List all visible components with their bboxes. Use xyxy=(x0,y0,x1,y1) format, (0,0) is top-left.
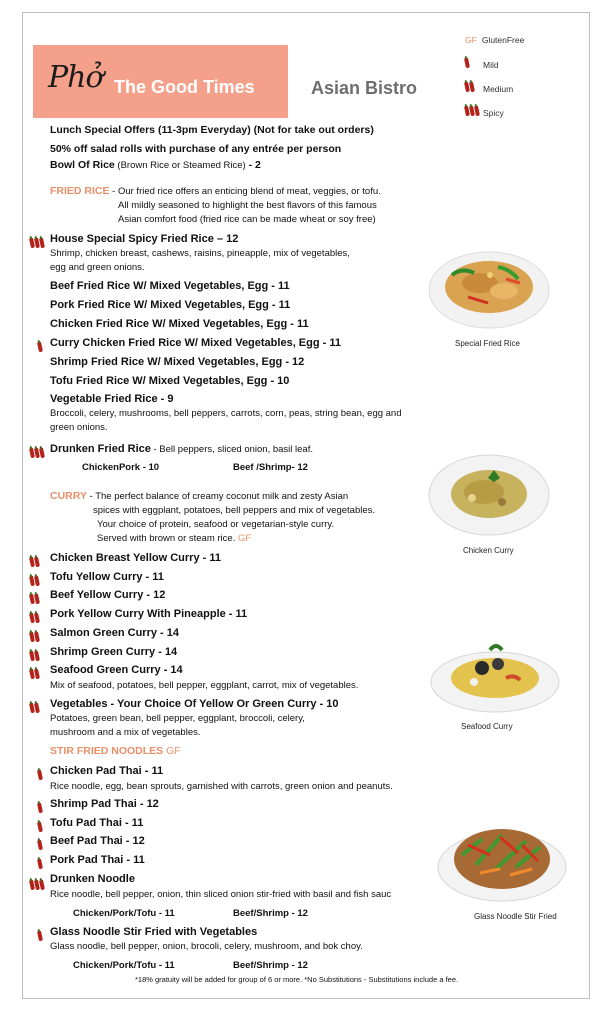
chili-icon xyxy=(34,557,40,568)
section-title-noodles: STIR FRIED NOODLES xyxy=(50,745,164,757)
chili-icon xyxy=(469,82,475,93)
chili-icon xyxy=(34,576,40,587)
menu-item-pork-pad-thai: Pork Pad Thai - 11 xyxy=(50,854,145,866)
price-beef-shrimp: Beef /Shrimp- 12 xyxy=(233,462,308,473)
chili-icon xyxy=(37,931,43,942)
legend-spicy: Spicy xyxy=(465,106,504,118)
brand-tagline: The Good Times xyxy=(114,77,255,97)
curry-intro-2: spices with eggplant, potatoes, bell peppers and mix of vegetables. xyxy=(93,505,376,516)
lunch-line-1: Lunch Special Offers (11-3pm Everyday) (Not for take out orders) xyxy=(50,124,374,136)
item-desc: Broccoli, celery, mushrooms, bell peppers, carrots, corn, peas, string bean, egg and xyxy=(50,408,402,419)
menu-item-tofu-pad-thai: Tofu Pad Thai - 11 xyxy=(50,817,144,829)
menu-item-curry: Salmon Green Curry - 14 xyxy=(50,627,179,639)
lunch-line-3: Bowl Of Rice (Brown Rice or Steamed Rice) - 2 xyxy=(50,159,261,171)
chili-icon xyxy=(37,859,43,870)
footer-note: *18% gratuity will be added for group of 6 or more. *No Substitutions - Substitutions include a fee. xyxy=(135,975,459,984)
noodles-title xyxy=(50,745,181,757)
curry-intro-4: Served with brown or steam rice. GF xyxy=(97,533,252,544)
chicken-curry-photo xyxy=(428,452,550,538)
section-title-fried-rice: FRIED RICE xyxy=(50,185,110,197)
chili-icon xyxy=(464,58,470,69)
chili-icon xyxy=(34,651,40,662)
price-chicken-pork-tofu: Chicken/Pork/Tofu - 11 xyxy=(73,908,175,919)
menu-item-pork-fried-rice: Pork Fried Rice W/ Mixed Vegetables, Egg - 11 xyxy=(50,299,291,311)
item-desc: mushroom and a mix of vegetables. xyxy=(50,727,201,738)
price-beef-shrimp: Beef/Shrimp - 12 xyxy=(233,960,308,971)
menu-item-vegetable-fried-rice: Vegetable Fried Rice - 9 xyxy=(50,393,174,405)
price-chicken-pork: ChickenPork - 10 xyxy=(82,462,160,473)
special-fried-rice-photo xyxy=(428,245,550,331)
curry-intro-3: Your choice of protein, seafood or vegetarian-style curry. xyxy=(97,519,335,530)
chili-icon xyxy=(37,770,43,781)
curry-intro: CURRY - The perfect balance of creamy coconut milk and zesty Asian xyxy=(50,490,349,502)
menu-item-curry: Seafood Green Curry - 14 xyxy=(50,664,183,676)
chili-icon xyxy=(34,594,40,605)
menu-item-curry: Shrimp Green Curry - 14 xyxy=(50,646,178,658)
menu-item-beef-pad-thai: Beef Pad Thai - 12 xyxy=(50,835,145,847)
fried-rice-intro-2: All mildly seasoned to highlight the best flavors of this famous xyxy=(118,200,377,211)
chili-icon xyxy=(34,613,40,624)
spicy-indicator xyxy=(30,445,45,457)
section-title-curry: CURRY xyxy=(50,490,87,502)
fried-rice-intro: FRIED RICE - Our fried rice offers an enticing blend of meat, veggies, or tofu. xyxy=(50,185,381,197)
legend-mild: Mild xyxy=(465,58,499,70)
medium-indicator xyxy=(30,648,40,660)
item-desc: Shrimp, chicken breast, cashews, raisins, pineapple, mix of vegetables, xyxy=(50,248,350,259)
chili-icon xyxy=(39,238,45,249)
menu-item-shrimp-pad-thai: Shrimp Pad Thai - 12 xyxy=(50,798,159,810)
chili-icon xyxy=(37,803,43,814)
chili-icon xyxy=(34,632,40,643)
item-desc: egg and green onions. xyxy=(50,262,145,273)
chili-icon xyxy=(37,840,43,851)
medium-indicator xyxy=(30,629,40,641)
menu-item-curry: Chicken Breast Yellow Curry - 11 xyxy=(50,552,221,564)
menu-item-glass-noodle: Glass Noodle Stir Fried with Vegetables xyxy=(50,926,258,938)
spicy-indicator xyxy=(30,235,45,247)
mild-indicator xyxy=(38,928,43,940)
lunch-line-2: 50% off salad rolls with purchase of any entrée per person xyxy=(50,143,342,155)
mild-indicator xyxy=(38,800,43,812)
fried-rice-intro-3: Asian comfort food (fried rice can be made wheat or soy free) xyxy=(118,214,376,225)
item-desc: Glass noodle, bell pepper, onion, brocoli, celery, mushroom, and bok choy. xyxy=(50,941,363,952)
photo-caption-fried-rice: Special Fried Rice xyxy=(455,339,520,348)
glass-noodle-photo xyxy=(436,815,568,905)
brand-subtitle: Asian Bistro xyxy=(311,78,418,98)
price-beef-shrimp: Beef/Shrimp - 12 xyxy=(233,908,308,919)
chili-icon xyxy=(37,822,43,833)
chili-icon xyxy=(34,669,40,680)
medium-indicator xyxy=(30,591,40,603)
photo-caption-chicken-curry: Chicken Curry xyxy=(463,546,514,555)
menu-item-chicken-pad-thai: Chicken Pad Thai - 11 xyxy=(50,765,164,777)
medium-indicator xyxy=(30,666,40,678)
item-desc: Mix of seafood, potatoes, bell pepper, eggplant, carrot, mix of vegetables. xyxy=(50,680,359,691)
item-desc: Potatoes, green bean, bell pepper, eggplant, broccoli, celery, xyxy=(50,713,305,724)
chili-icon xyxy=(39,880,45,891)
medium-indicator xyxy=(30,700,40,712)
legend-medium: Medium xyxy=(465,82,513,94)
photo-caption-seafood-curry: Seafood Curry xyxy=(461,722,513,731)
menu-item-beef-fried-rice: Beef Fried Rice W/ Mixed Vegetables, Egg - 11 xyxy=(50,280,290,292)
menu-item-house-fried-rice: House Special Spicy Fried Rice – 12 xyxy=(50,233,239,245)
medium-indicator xyxy=(30,573,40,585)
item-desc: green onions. xyxy=(50,422,108,433)
menu-item-drunken-fried-rice: Drunken Fried Rice - Bell peppers, sliced onion, basil leaf. xyxy=(50,443,313,455)
gluten-free-badge: GF xyxy=(166,745,181,757)
menu-item-vegetable-curry: Vegetables - Your Choice Of Yellow Or Green Curry - 10 xyxy=(50,698,339,710)
menu-item-drunken-noodle: Drunken Noodle xyxy=(50,873,135,885)
medium-indicator xyxy=(30,554,40,566)
mild-indicator xyxy=(38,856,43,868)
gluten-free-badge: GF xyxy=(237,533,252,544)
item-desc: Rice noodle, bell pepper, onion, thin sliced onion stir-fried with basil and fish sauc xyxy=(50,889,392,900)
price-chicken-pork-tofu: Chicken/Pork/Tofu - 11 xyxy=(73,960,175,971)
menu-item-curry: Beef Yellow Curry - 12 xyxy=(50,589,166,601)
mild-indicator xyxy=(38,339,43,351)
menu-item-shrimp-fried-rice: Shrimp Fried Rice W/ Mixed Vegetables, Egg - 12 xyxy=(50,356,305,368)
menu-item-curry-chicken-fried-rice: Curry Chicken Fried Rice W/ Mixed Vegetables, Egg - 11 xyxy=(50,337,341,349)
mild-indicator xyxy=(38,767,43,779)
mild-indicator xyxy=(38,837,43,849)
chili-icon xyxy=(34,703,40,714)
item-desc: Rice noodle, egg, bean sprouts, garnished with carrots, green onion and peanuts. xyxy=(50,781,393,792)
seafood-curry-photo xyxy=(430,638,560,716)
menu-item-curry: Pork Yellow Curry With Pineapple - 11 xyxy=(50,608,248,620)
brand-script: Phở xyxy=(48,60,103,95)
chili-icon xyxy=(37,342,43,353)
medium-indicator xyxy=(30,610,40,622)
chili-icon xyxy=(474,106,480,117)
spicy-indicator xyxy=(30,877,45,889)
photo-caption-glass-noodle: Glass Noodle Stir Fried xyxy=(474,912,557,921)
legend-gf: GF GlutenFree xyxy=(465,35,525,45)
menu-item-chicken-fried-rice: Chicken Fried Rice W/ Mixed Vegetables, Egg - 11 xyxy=(50,318,309,330)
mild-indicator xyxy=(38,819,43,831)
menu-item-tofu-fried-rice: Tofu Fried Rice W/ Mixed Vegetables, Egg - 10 xyxy=(50,375,290,387)
menu-item-curry: Tofu Yellow Curry - 11 xyxy=(50,571,164,583)
chili-icon xyxy=(39,448,45,459)
